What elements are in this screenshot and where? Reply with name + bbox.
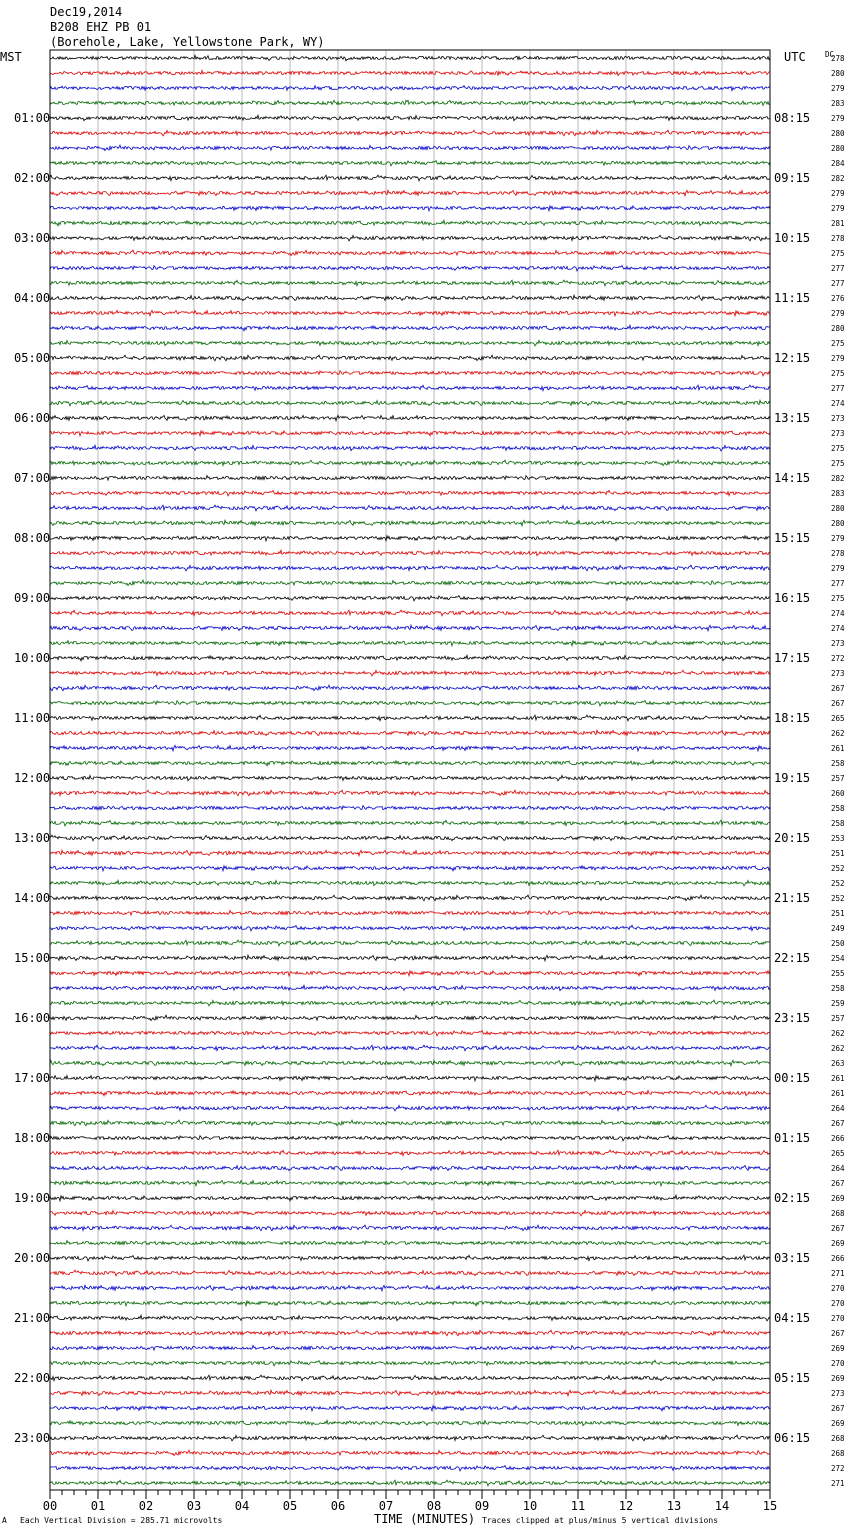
dc-offset-value: 271 (831, 1269, 845, 1278)
dc-offset-value: 267 (831, 1329, 845, 1338)
trace-line (50, 596, 770, 601)
dc-offset-value: 258 (831, 984, 845, 993)
trace-line (50, 1435, 770, 1441)
dc-offset-value: 279 (831, 309, 845, 318)
trace-line (50, 1270, 770, 1276)
trace-line (50, 985, 770, 990)
dc-offset-value: 276 (831, 294, 845, 303)
trace-line (50, 130, 770, 136)
trace-line (50, 445, 770, 451)
dc-offset-value: 275 (831, 444, 845, 453)
trace-line (50, 790, 770, 796)
trace-line (50, 505, 770, 511)
mst-hour-label: 14:00 (14, 891, 51, 905)
dc-offset-value: 277 (831, 279, 845, 288)
header-location: (Borehole, Lake, Yellowstone Park, WY) (50, 35, 325, 49)
x-tick-label: 01 (90, 1499, 106, 1513)
dc-offset-value: 265 (831, 1149, 845, 1158)
dc-offset-value: 267 (831, 1119, 845, 1128)
x-tick-label: 10 (522, 1499, 538, 1513)
trace-line (50, 715, 770, 721)
trace-line (50, 701, 770, 706)
dc-offset-value: 280 (831, 129, 845, 138)
utc-hour-label: 13:15 (774, 411, 811, 425)
dc-offset-value: 264 (831, 1104, 845, 1113)
x-tick-label: 15 (762, 1499, 778, 1513)
dc-offset-value: 262 (831, 1029, 845, 1038)
x-tick-label: 11 (570, 1499, 586, 1513)
dc-offset-value: 280 (831, 324, 845, 333)
utc-hour-label: 23:15 (774, 1011, 811, 1025)
mst-hour-label: 18:00 (14, 1131, 51, 1145)
trace-line (50, 745, 770, 751)
dc-offset-value: 252 (831, 894, 845, 903)
dc-offset-value: 266 (831, 1134, 845, 1143)
utc-hour-label: 16:15 (774, 591, 811, 605)
dc-offset-value: 275 (831, 249, 845, 258)
mst-hour-label: 08:00 (14, 531, 51, 545)
dc-offset-value: 266 (831, 1254, 845, 1263)
x-tick-label: 06 (330, 1499, 346, 1513)
dc-offset-value: 270 (831, 1314, 845, 1323)
dc-offset-value: 275 (831, 339, 845, 348)
left-axis-label: MST (0, 50, 22, 64)
trace-line (50, 610, 770, 616)
trace-line (50, 1255, 770, 1261)
trace-line (50, 1031, 770, 1036)
dc-offset-value: 275 (831, 459, 845, 468)
dc-offset-value: 252 (831, 864, 845, 873)
trace-line (50, 760, 770, 766)
utc-hour-label: 08:15 (774, 111, 811, 125)
trace-line (50, 1315, 770, 1321)
x-tick-label: 03 (186, 1499, 202, 1513)
trace-line (50, 280, 770, 286)
trace-line (50, 490, 770, 496)
dc-offset-value: 279 (831, 534, 845, 543)
utc-hour-label: 03:15 (774, 1251, 811, 1265)
trace-line (50, 1285, 770, 1291)
trace-line (50, 925, 770, 931)
trace-line (50, 190, 770, 196)
utc-hour-label: 12:15 (774, 351, 811, 365)
x-tick-label: 07 (378, 1499, 394, 1513)
trace-line (50, 971, 770, 976)
x-tick-label: 04 (234, 1499, 250, 1513)
dc-offset-value: 264 (831, 1164, 845, 1173)
utc-hour-label: 22:15 (774, 951, 811, 965)
trace-line (50, 1045, 770, 1051)
dc-offset-value: 249 (831, 924, 845, 933)
utc-hour-label: 20:15 (774, 831, 811, 845)
trace-line (50, 1105, 770, 1111)
trace-line (50, 400, 770, 406)
mst-hour-label: 20:00 (14, 1251, 51, 1265)
trace-line (50, 1345, 770, 1350)
dc-offset-value: 261 (831, 1074, 845, 1083)
footer-mark: A (2, 1516, 7, 1525)
trace-line (50, 1195, 770, 1201)
x-tick-label: 14 (714, 1499, 730, 1513)
trace-line (50, 86, 770, 91)
trace-group (50, 55, 770, 1485)
dc-offset-value: 268 (831, 1449, 845, 1458)
dc-offset-value: 261 (831, 1089, 845, 1098)
trace-line (50, 1180, 770, 1186)
x-tick-label: 02 (138, 1499, 154, 1513)
trace-line (50, 625, 770, 631)
trace-line (50, 1060, 770, 1066)
trace-line (50, 355, 770, 361)
trace-line (50, 1120, 770, 1126)
footer-scale: Each Vertical Division = 285.71 microvolts (20, 1516, 223, 1525)
utc-hour-label: 17:15 (774, 651, 811, 665)
dc-offset-value: 263 (831, 1059, 845, 1068)
trace-line (50, 730, 770, 735)
trace-line (50, 1466, 770, 1471)
mst-hour-label: 17:00 (14, 1071, 51, 1085)
utc-hour-label: 19:15 (774, 771, 811, 785)
x-axis-label: TIME (MINUTES) (374, 1512, 476, 1526)
trace-line (50, 835, 770, 841)
trace-line (50, 955, 770, 961)
mst-hour-label: 22:00 (14, 1371, 51, 1385)
mst-hour-label: 03:00 (14, 231, 51, 245)
trace-line (50, 145, 770, 150)
trace-line (50, 460, 770, 466)
trace-line (50, 175, 770, 181)
x-tick-label: 09 (474, 1499, 490, 1513)
trace-line (50, 910, 770, 915)
trace-line (50, 115, 770, 120)
dc-offset-value: 283 (831, 99, 845, 108)
dc-offset-value: 258 (831, 804, 845, 813)
dc-offset-value: 282 (831, 174, 845, 183)
dc-offset-value: 277 (831, 579, 845, 588)
trace-line (50, 1406, 770, 1411)
utc-hour-label: 14:15 (774, 471, 811, 485)
header-date: Dec19,2014 (50, 5, 123, 19)
dc-offset-value: 281 (831, 219, 845, 228)
dc-offset-value: 250 (831, 939, 845, 948)
dc-offset-value: 273 (831, 669, 845, 678)
dc-offset-value: 267 (831, 699, 845, 708)
trace-line (50, 1330, 770, 1336)
trace-line (50, 70, 770, 75)
trace-line (50, 806, 770, 811)
dc-offset-value: 275 (831, 369, 845, 378)
right-axis-label: UTC (784, 50, 806, 64)
trace-line (50, 161, 770, 166)
trace-line (50, 325, 770, 331)
trace-line (50, 1165, 770, 1170)
dc-offset-value: 280 (831, 144, 845, 153)
trace-line (50, 820, 770, 826)
dc-offset-value: 270 (831, 1359, 845, 1368)
dc-offset-value: 258 (831, 819, 845, 828)
trace-line (50, 431, 770, 436)
dc-offset-value: 261 (831, 744, 845, 753)
dc-offset-value: 251 (831, 849, 845, 858)
dc-offset-value: 260 (831, 789, 845, 798)
dc-offset-value: 279 (831, 114, 845, 123)
dc-offset-value: 274 (831, 399, 845, 408)
trace-line (50, 536, 770, 541)
trace-line (50, 1375, 770, 1381)
mst-hour-label: 13:00 (14, 831, 51, 845)
utc-hour-label: 06:15 (774, 1431, 811, 1445)
dc-offset-value: 257 (831, 1014, 845, 1023)
trace-line (50, 250, 770, 255)
trace-line (50, 295, 770, 300)
utc-hour-label: 18:15 (774, 711, 811, 725)
dc-offset-value: 280 (831, 504, 845, 513)
mst-hour-label: 12:00 (14, 771, 51, 785)
dc-offset-value: 282 (831, 474, 845, 483)
mst-hour-label: 04:00 (14, 291, 51, 305)
trace-line (50, 340, 770, 345)
trace-line (50, 1301, 770, 1306)
mst-hour-label: 10:00 (14, 651, 51, 665)
x-tick-label: 05 (282, 1499, 298, 1513)
trace-line (50, 1360, 770, 1366)
dc-offset-value: 273 (831, 1389, 845, 1398)
dc-offset-value: 268 (831, 1209, 845, 1218)
dc-offset-value: 270 (831, 1299, 845, 1308)
trace-line (50, 895, 770, 901)
dc-offset-value: 257 (831, 774, 845, 783)
trace-line (50, 641, 770, 646)
dc-offset-value: 254 (831, 954, 845, 963)
x-tick-label: 08 (426, 1499, 442, 1513)
mst-hour-label: 01:00 (14, 111, 51, 125)
dc-offset-value: 280 (831, 519, 845, 528)
mst-hour-label: 19:00 (14, 1191, 51, 1205)
mst-hour-label: 15:00 (14, 951, 51, 965)
trace-line (50, 1090, 770, 1096)
mst-hour-label: 11:00 (14, 711, 51, 725)
dc-offset-value: 283 (831, 489, 845, 498)
dc-offset-value: 271 (831, 1479, 845, 1488)
trace-line (50, 1150, 770, 1156)
utc-hour-label: 01:15 (774, 1131, 811, 1145)
trace-line (50, 1000, 770, 1006)
dc-offset-value: 252 (831, 879, 845, 888)
dc-offset-value: 273 (831, 414, 845, 423)
trace-line (50, 775, 770, 780)
trace-line (50, 670, 770, 676)
trace-line (50, 415, 770, 420)
trace-line (50, 565, 770, 571)
dc-offset-value: 255 (831, 969, 845, 978)
dc-offset-value: 279 (831, 354, 845, 363)
trace-line (50, 55, 770, 60)
dc-offset-value: 269 (831, 1239, 845, 1248)
trace-line (50, 1450, 770, 1455)
mst-hour-label: 05:00 (14, 351, 51, 365)
dc-offset-value: 280 (831, 69, 845, 78)
dc-offset-value: 267 (831, 684, 845, 693)
dc-offset-value: 269 (831, 1344, 845, 1353)
dc-offset-value: 278 (831, 549, 845, 558)
trace-line (50, 685, 770, 691)
dc-offset-value: 251 (831, 909, 845, 918)
trace-line (50, 880, 770, 886)
trace-line (50, 100, 770, 105)
dc-offset-value: 277 (831, 264, 845, 273)
trace-line (50, 1240, 770, 1245)
dc-offset-value: 262 (831, 1044, 845, 1053)
dc-offset-value: 274 (831, 624, 845, 633)
dc-offset-value: 269 (831, 1194, 845, 1203)
mst-hour-label: 09:00 (14, 591, 51, 605)
footer-clip: Traces clipped at plus/minus 5 vertical divisions (482, 1516, 719, 1525)
x-tick-label: 13 (666, 1499, 682, 1513)
trace-line (50, 1480, 770, 1486)
trace-line (50, 1015, 770, 1020)
mst-hour-label: 16:00 (14, 1011, 51, 1025)
dc-offset-value: 279 (831, 84, 845, 93)
trace-line (50, 1420, 770, 1425)
utc-hour-label: 21:15 (774, 891, 811, 905)
dc-offset-value: 284 (831, 159, 845, 168)
dc-offset-value: 270 (831, 1284, 845, 1293)
trace-line (50, 550, 770, 555)
utc-hour-label: 00:15 (774, 1071, 811, 1085)
dc-offset-value: 279 (831, 189, 845, 198)
dc-offset-value: 272 (831, 654, 845, 663)
trace-line (50, 1210, 770, 1215)
dc-offset-value: 277 (831, 384, 845, 393)
trace-line (50, 235, 770, 241)
dc-offset-value: 279 (831, 564, 845, 573)
mst-hour-label: 02:00 (14, 171, 51, 185)
utc-hour-label: 11:15 (774, 291, 811, 305)
trace-line (50, 940, 770, 946)
dc-offset-value: 268 (831, 1434, 845, 1443)
utc-hour-label: 09:15 (774, 171, 811, 185)
dc-offset-value: 273 (831, 429, 845, 438)
dc-offset-value: 265 (831, 714, 845, 723)
dc-label: DC (825, 50, 835, 59)
dc-offset-value: 267 (831, 1179, 845, 1188)
dc-offset-value: 269 (831, 1374, 845, 1383)
header-station: B208 EHZ PB 01 (50, 20, 152, 34)
x-tick-label: 00 (42, 1499, 58, 1513)
trace-line (50, 310, 770, 316)
utc-hour-label: 02:15 (774, 1191, 811, 1205)
trace-line (50, 520, 770, 526)
trace-line (50, 475, 770, 480)
x-axis (43, 1490, 777, 1513)
dc-offset-value: 274 (831, 609, 845, 618)
trace-line (50, 1076, 770, 1081)
trace-line (50, 1136, 770, 1141)
trace-line (50, 1225, 770, 1231)
utc-hour-label: 04:15 (774, 1311, 811, 1325)
dc-offset-value: 267 (831, 1404, 845, 1413)
dc-offset-value: 267 (831, 1224, 845, 1233)
dc-offset-value: 258 (831, 759, 845, 768)
dc-offset-value: 262 (831, 729, 845, 738)
x-tick-label: 12 (618, 1499, 634, 1513)
trace-line (50, 266, 770, 271)
dc-offset-value: 275 (831, 594, 845, 603)
trace-line (50, 850, 770, 856)
dc-offset-value: 278 (831, 54, 845, 63)
trace-line (50, 1390, 770, 1396)
trace-line (50, 371, 770, 376)
dc-offset-value: 273 (831, 639, 845, 648)
mst-hour-label: 21:00 (14, 1311, 51, 1325)
mst-hour-label: 06:00 (14, 411, 51, 425)
dc-offset-value: 259 (831, 999, 845, 1008)
trace-line (50, 655, 770, 661)
utc-hour-label: 15:15 (774, 531, 811, 545)
dc-offset-value: 279 (831, 204, 845, 213)
dc-offset-value: 272 (831, 1464, 845, 1473)
mst-hour-label: 07:00 (14, 471, 51, 485)
trace-line (50, 220, 770, 226)
dc-offset-value: 278 (831, 234, 845, 243)
utc-hour-label: 05:15 (774, 1371, 811, 1385)
mst-hour-label: 23:00 (14, 1431, 51, 1445)
trace-line (50, 580, 770, 585)
trace-line (50, 206, 770, 211)
dc-offset-labels (831, 54, 845, 1488)
dc-offset-value: 253 (831, 834, 845, 843)
trace-line (50, 385, 770, 391)
dc-offset-value: 269 (831, 1419, 845, 1428)
utc-hour-label: 10:15 (774, 231, 811, 245)
trace-line (50, 866, 770, 871)
